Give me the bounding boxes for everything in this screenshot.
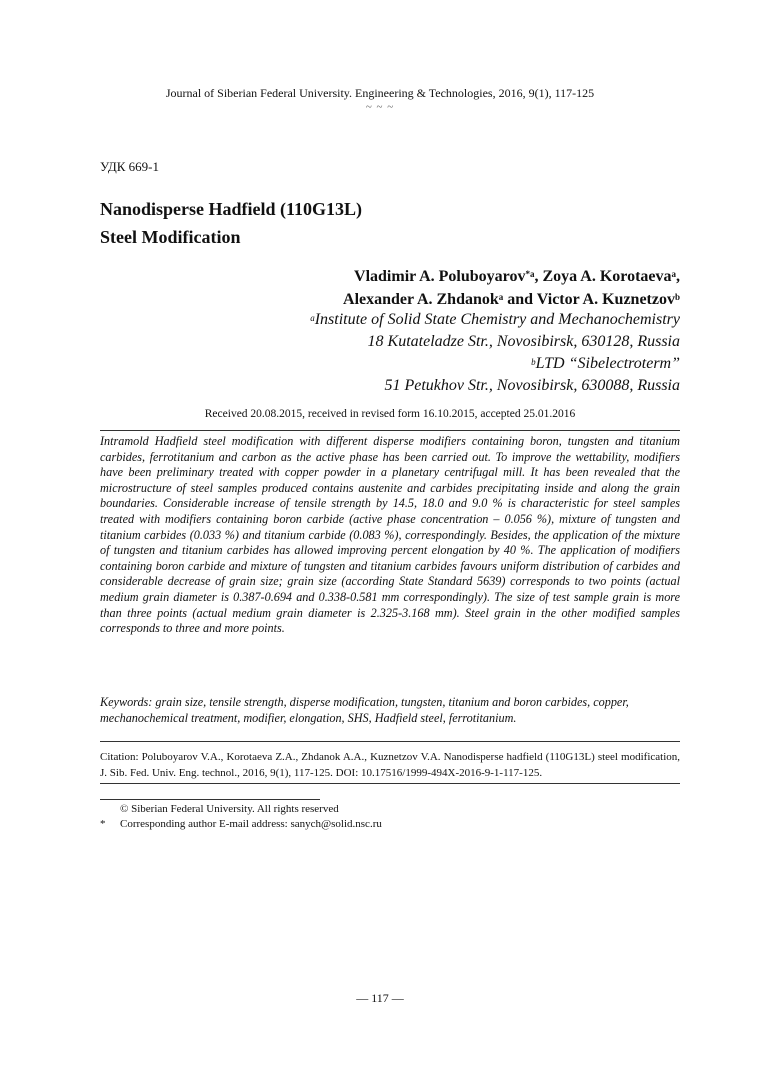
page-number: ― 117 ― [356, 991, 404, 1005]
rule-below-citation [100, 783, 680, 784]
author-sep: , [534, 268, 543, 285]
received-dates: Received 20.08.2015, received in revised form 16.10.2015, accepted 25.01.2016 [204, 408, 576, 420]
rule-above-citation [100, 741, 680, 742]
footnote-rule [100, 799, 320, 800]
affiliation-a-sup: a [310, 313, 315, 323]
header-separator: ~ ~ ~ [365, 101, 395, 113]
journal-header: Journal of Siberian Federal University. Engineering & Technologies, 2016, 9(1), 117-125 [165, 86, 595, 100]
affiliation-b-address: 51 Petukhov Str., Novosibirsk, 630088, Russia [384, 377, 680, 394]
author-3: Alexander A. Zhdanok [343, 291, 499, 308]
keywords: Keywords: grain size, tensile strength, disperse modification, tungsten, titanium and boron carbides, copper, mechanochemical treatment, modifier, elongation, SHS, Hadfield steel, ferrotitanium. [100, 695, 629, 725]
author-4-sup: b [674, 292, 680, 302]
affiliation-b-sup: b [531, 357, 536, 367]
corresponding-author-footnote: Corresponding author E-mail address: sanych@solid.nsc.ru [120, 818, 382, 830]
author-2: Zoya A. Korotaeva [542, 268, 672, 285]
abstract: Intramold Hadfield steel modification with different disperse modifiers containing boron, tungsten and titanium carbides, ferrotitanium and carbon as the active phase has been carried out. To improve the wettability, modifiers have been preliminary treated with copper powder in a planetary centrifugal mill. It has been revealed that the microstructure of steel samples produced contains austenite and carbides precipitating inside and along the grain boundaries. Considerable increase of tensile strength by 14.5, 18.0 and 9.0 % is characteristic for steel samples treated with modifiers containing boron carbide (active phase concentration – 0.056 %), mixture of tungsten and titanium carbides (0.033 %) and titanium carbide (0.083 %), correspondingly. Besides, the application of the mixture of tungsten and titanium carbides has allowed improving percent elongation by 40 %. The application of modifiers containing boron carbide and mixture of tungsten and titanium carbides favours uniform distribution of carbides and considerable decrease of grain size; grain size (according State Standard 5639) corresponds to two points (actual medium grain diameter is 0.387-0.694 and 0.338-0.581 mm correspondingly). The size of test sample grain is more than three points (actual medium grain diameter is 2.325-3.168 mm). Steel grain in the other modified samples corresponds to three and more points. [100, 434, 680, 636]
author-1: Vladimir A. Poluboyarov [354, 268, 526, 285]
author-conj: and [503, 291, 537, 308]
affiliations [310, 309, 680, 397]
author-3-sup: a [498, 292, 504, 302]
affiliation-b-name [310, 353, 680, 375]
citation: Citation: Poluboyarov V.A., Korotaeva Z.A., Zhdanok A.A., Kuznetzov V.A. Nanodisperse hadfield (110G13L) steel modification, J. Sib. Fed. Univ. Eng. technol., 2016, 9(1), 117-125. DOI: 10.17516/1999-494X-2016-9-1-117-125. [100, 751, 680, 779]
udk-code: УДК 669-1 [100, 159, 160, 174]
author-1-sup: *a [525, 269, 535, 279]
footnote-star: * [100, 818, 106, 830]
authors-line-1: Vladimir A. Poluboyarov$^{*a}$, Zoya A. Korotaeva$^a$, [354, 268, 680, 285]
affiliation-b-text: LTD “Sibelectroterm” [535, 355, 680, 372]
author-4: Victor A. Kuznetzov [536, 291, 675, 308]
rule-top-abstract [100, 430, 680, 431]
author-list [343, 265, 680, 311]
copyright-footnote: © Siberian Federal University. All rights reserved [120, 803, 339, 815]
title-line-1: Nanodisperse Hadfield (110G13L) [100, 199, 363, 219]
author-2-sup: a [671, 269, 676, 279]
title-line-2: Steel Modification [100, 227, 241, 247]
affiliation-a-text: Institute of Solid State Chemistry and Mechanochemistry [314, 311, 680, 328]
article-title [100, 195, 362, 251]
affiliation-a-name [310, 309, 680, 331]
authors-line-2 [343, 288, 680, 311]
affiliation-a-address: 18 Kutateladze Str., Novosibirsk, 630128, Russia [367, 333, 680, 350]
